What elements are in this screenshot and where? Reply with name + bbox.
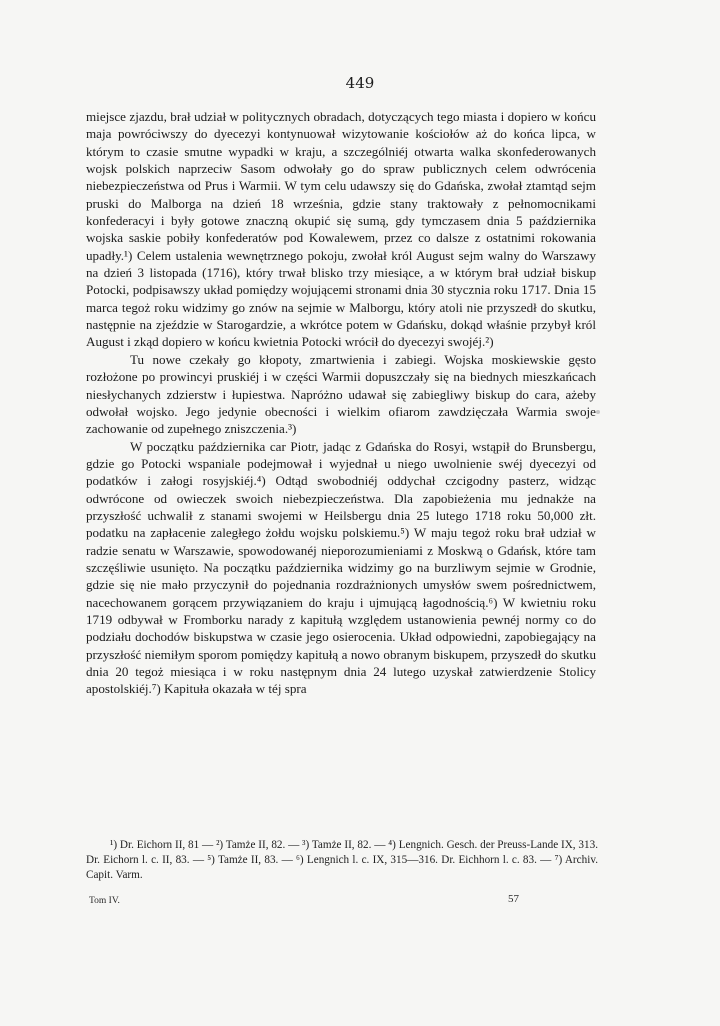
paper-speck: [596, 410, 600, 414]
paragraph-1: miejsce zjazdu, brał udział w politycznych obradach, dotyczących tego miasta i dopiero w końcu maja powróciwszy do dyecezyi kontynuował wizytowanie kościołów aż do końca lipca, w którym to czasie smutne wypadki w kraju, a szczególniéj otwarta walka skonfederowanych wojsk polskich naprzeciw Sasom odwołały go do spraw publicznych celem odwrócenia niebezpieczeństwa od Prus i Warmii. W tym celu udawszy się do Gdańska, zwołał ztamtąd sejm pruski do Malborga na dzień 18 września, gdzie stany traktowały z pełnomocnikami konfederacyi i były gotowe znaczną okupić się sumą, gdy tymczasem dnia 5 października wojska saskie pobiły konfederatów pod Kowalewem, przez co dalsze z ostatnimi rokowania upadły.¹) Celem ustalenia wewnętrznego pokoju, zwołał król August sejm walny do Warszawy na dzień 3 listopada (1716), który trwał blisko trzy miesiące, a w którym brał udział biskup Potocki, podpisawszy układ pomiędzy wojującemi stronami dnia 30 stycznia roku 1717. Dnia 15 marca tegoż roku widzimy go znów na sejmie w Malborgu, który atoli nie przyszedł do skutku, następnie na zjeździe w Starogardzie, a wkrótce potem w Gdańsku, dokąd właśnie przybył król August i zkąd dopiero w końcu kwietnia Potocki wrócił do dyecezyi swojéj.²): [86, 109, 596, 350]
paragraph-3: W początku października car Piotr, jadąc z Gdańska do Rosyi, wstąpił do Brunsbergu, gdzie go Potocki wspaniale podejmował i wyjednał u niego uwolnienie swéj dyecezyi od podatków i załogi rosyjskiéj.⁴) Odtąd swobodniéj oddychał czcigodny pasterz, widząc odwrócone od owieczek swoich niebezpieczeństwa. Dla zapobieżenia mu jednakże na przyszłość uchwalił z stanami swojemi w Heilsbergu dnia 25 lutego 1718 roku 50,000 złt. podatku na zapłacenie zaległego żołdu wojsku polskiemu.⁵) W maju tegoż roku brał udział w radzie senatu w Warszawie, spowodowanéj nieporozumieniami z Moskwą o Gdańsk, które tam szczęśliwie usunięto. Na początku października widzimy go na burzliwym sejmie w Grodnie, gdzie się nie mało przyczynił do pojednania rozdrażnionych umysłów swem pośrednictwem, nacechowanem gorącem przywiązaniem do kraju i ujmującą łagodnością.⁶) W kwietniu roku 1719 odbywał w Fromborku narady z kapitułą względem ustanowienia pewnéj normy co do podziału dochodów biskupstwa w czasie jego osierocenia. Układ odpowiedni, zapobiegający na przyszłość niemiłym sporom pomiędzy kapitułą a nowo obranym biskupem, przyszedł do skutku dnia 20 tegoż miesiąca i w roku następnym dnia 24 lutego uzyskał zatwierdzenie Stolicy apostolskiéj.⁷) Kapituła okazała w téj spra: [86, 438, 596, 697]
footnote-text: ¹) Dr. Eichorn II, 81 — ²) Tamże II, 82. — ³) Tamże II, 82. — ⁴) Lengnich. Gesch. der Preuss-Lande IX, 313. Dr. Eichorn l. c. II, 83. — ⁵) Tamże II, 83. — ⁶) Lengnich l. c. IX, 315—316. Dr. Eichhorn l. c. 83. — ⁷) Archiv. Capit. Varm.: [86, 839, 598, 882]
main-text: [86, 108, 596, 698]
paragraph-2: Tu nowe czekały go kłopoty, zmartwienia i zabiegi. Wojska moskiewskie gęsto rozłożone po prowincyi pruskiéj i w części Warmii dopuszczały się na biednych mieszkańcach niesłychanych zdzierstw i łupiestwa. Napróżno udawał się zabiegliwy biskup do cara, ażeby odwołał wojsko. Jego jedynie obecności i wielkim ofiarom zawdzięczała Warmia swoje zachowanie od zupełnego zniszczenia.³): [86, 351, 596, 437]
volume-signature: Tom IV.: [89, 896, 120, 906]
footnotes: [86, 838, 598, 884]
sheet-signature: 57: [508, 893, 519, 905]
page-number: 449: [345, 74, 375, 92]
